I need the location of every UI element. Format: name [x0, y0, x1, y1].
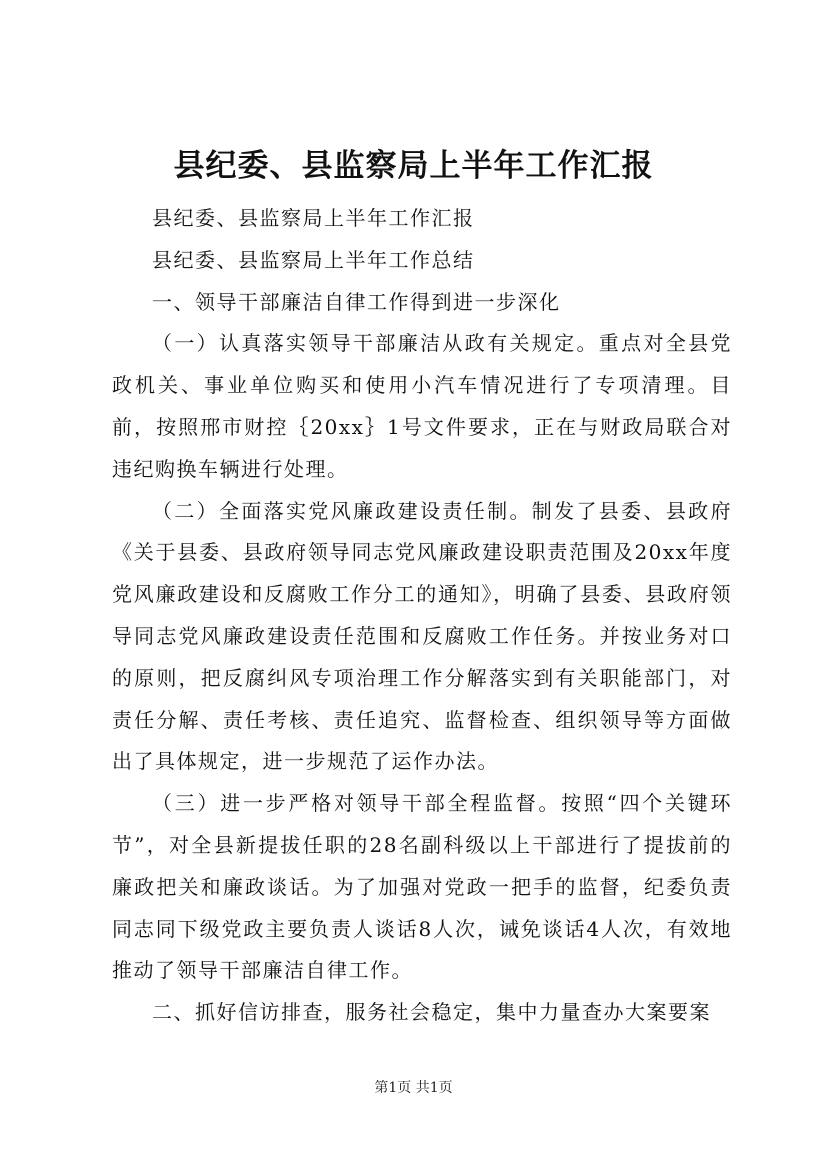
paragraph-item-2: （二）全面落实党风廉政建设责任制。制发了县委、县政府《关于县委、县政府领导同志党风廉政建设职责范围及20xx年度党风廉政建设和反腐败工作分工的通知》，明确了县委、县政府领导同志党风廉政建设责任范围和反腐败工作任务。并按业务对口的原则，把反腐纠风专项治理工作分解落实到有关职能部门，对责任分解、责任考核、责任追究、监督检查、组织领导等方面做出了具体规定，进一步规范了运作办法。	[112, 498, 732, 774]
document-body	[112, 198, 732, 1034]
document-title: 县纪委、县监察局上半年工作汇报	[173, 148, 654, 184]
page-number-footer: 第1页 共1页	[374, 1080, 453, 1096]
paragraph-item-1: （一）认真落实领导干部廉洁从政有关规定。重点对全县党政机关、事业单位购买和使用小汽车情况进行了专项清理。目前，按照邢市财控｛20xx｝1号文件要求，正在与财政局联合对违纪购换车辆进行处理。	[112, 331, 732, 481]
paragraph-item-3: （三）进一步严格对领导干部全程监督。按照“四个关键环节”，对全县新提拔任职的28名副科级以上干部进行了提拔前的廉政把关和廉政谈话。为了加强对党政一把手的监督，纪委负责同志同下级党政主要负责人谈话8人次，诫免谈话4人次，有效地推动了领导干部廉洁自律工作。	[112, 791, 732, 983]
paragraph-subtitle-report: 县纪委、县监察局上半年工作汇报	[152, 206, 475, 230]
section-heading-2: 二、抓好信访排查，服务社会稳定，集中力量查办大案要案	[152, 1000, 711, 1025]
section-heading-1: 一、领导干部廉洁自律工作得到进一步深化	[152, 289, 561, 314]
paragraph-subtitle-summary: 县纪委、县监察局上半年工作总结	[152, 247, 475, 272]
